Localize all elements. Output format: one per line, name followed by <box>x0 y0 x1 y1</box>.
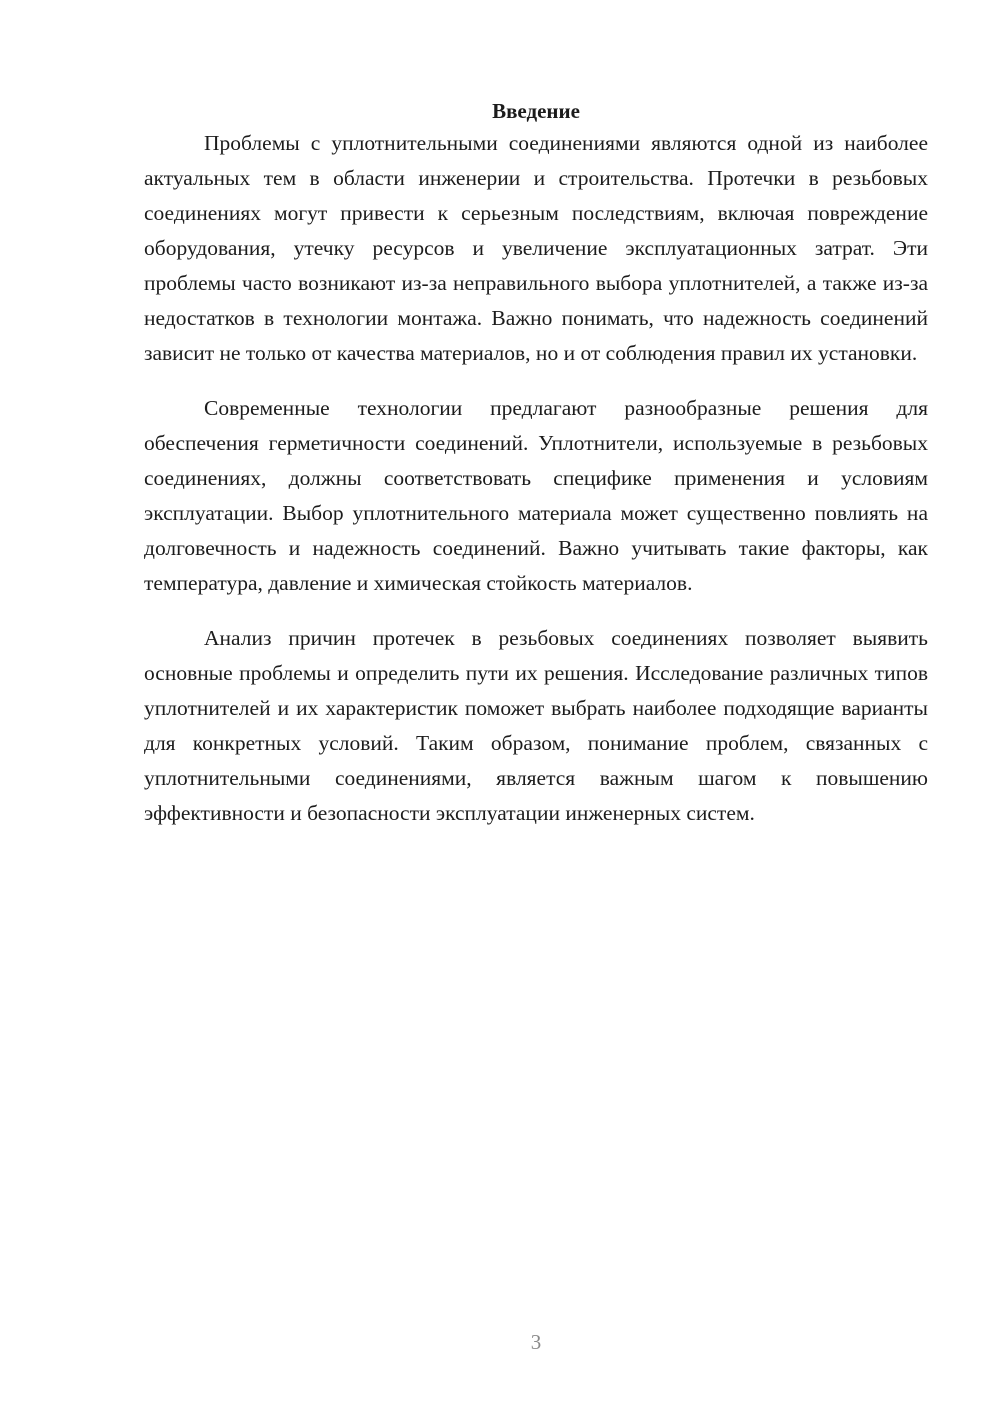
document-body <box>144 96 928 831</box>
paragraph-1: Проблемы с уплотнительными соединениями являются одной из наиболее актуальных тем в области инженерии и строительства. Протечки в резьбовых соединениях могут привести к серьезным последствиям, включая повреждение оборудования, утечку ресурсов и увеличение эксплуатационных затрат. Эти проблемы часто возникают из-за неправильного выбора уплотнителей, а также из-за недостатков в технологии монтажа. Важно понимать, что надежность соединений зависит не только от качества материалов, но и от соблюдения правил их установки. <box>144 131 928 365</box>
section-title: Введение <box>492 99 580 123</box>
page-number: 3 <box>530 1330 542 1354</box>
paragraph-2: Современные технологии предлагают разнообразные решения для обеспечения герметичности соединений. Уплотнители, используемые в резьбовых соединениях, должны соответствовать специфике применения и условиям эксплуатации. Выбор уплотнительного материала может существенно повлиять на долговечность и надежность соединений. Важно учитывать такие факторы, как температура, давление и химическая стойкость материалов. <box>144 396 928 595</box>
paragraph-3: Анализ причин протечек в резьбовых соединениях позволяет выявить основные проблемы и определить пути их решения. Исследование различных типов уплотнителей и их характеристик поможет выбрать наиболее подходящие варианты для конкретных условий. Таким образом, понимание проблем, связанных с уплотнительными соединениями, является важным шагом к повышению эффективности и безопасности эксплуатации инженерных систем. <box>144 626 928 825</box>
